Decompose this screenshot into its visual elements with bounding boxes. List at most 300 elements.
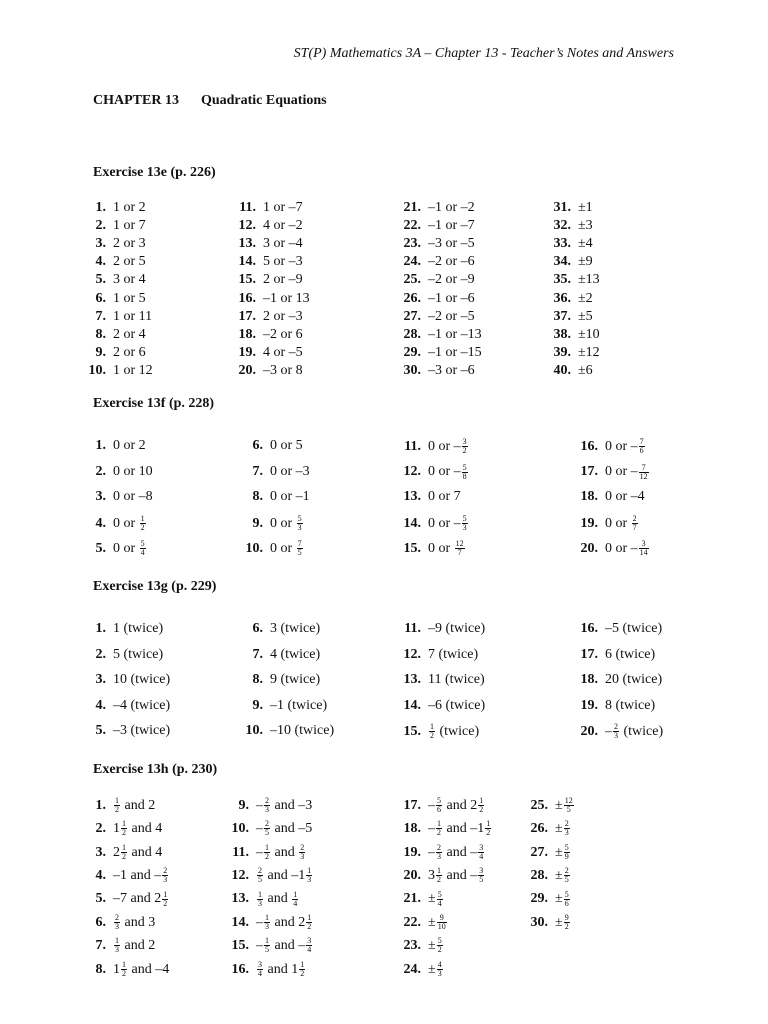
answer-value: 0 or 10 xyxy=(113,463,153,479)
exercise-13f-title: Exercise 13f (p. 228) xyxy=(93,396,215,411)
question-number: 14. xyxy=(231,914,249,930)
fraction: $\frac{5}{9}$ xyxy=(564,842,569,861)
question-number: 2. xyxy=(95,821,106,837)
answer-value: 0 or $\frac{2}{7}$ xyxy=(605,513,637,532)
answer-value: 0 or – $\frac{7}{12}$ xyxy=(605,462,648,481)
question-number: 11. xyxy=(404,438,421,454)
question-number: 13. xyxy=(238,236,256,252)
answer-value: 2 or –9 xyxy=(263,272,303,288)
fraction: $\frac{1}{2}$ xyxy=(437,819,441,838)
question-number: 1. xyxy=(95,797,106,813)
answer-item xyxy=(228,218,303,234)
question-number: 36. xyxy=(553,290,571,306)
question-number: 17. xyxy=(580,646,598,662)
question-number: 21. xyxy=(403,200,421,215)
question-number: 10. xyxy=(88,362,106,378)
question-number: 16. xyxy=(580,438,598,454)
answer-value: –1 or –13 xyxy=(428,326,482,342)
answer-item xyxy=(543,272,600,288)
question-number: 20. xyxy=(580,724,598,740)
question-number: 17. xyxy=(580,464,598,480)
fraction: $\frac{1}{2}$ xyxy=(140,513,145,532)
question-number: 7. xyxy=(95,938,106,954)
answer-value: 1 $\frac{1}{2}$ and –4 xyxy=(113,959,170,978)
answer-value: 6 (twice) xyxy=(605,646,656,662)
question-number: 23. xyxy=(403,938,421,954)
question-number: 28. xyxy=(403,326,421,342)
answer-item xyxy=(393,867,485,884)
answer-value: 9 (twice) xyxy=(270,672,321,688)
question-number: 22. xyxy=(403,914,421,930)
answer-value: – $\frac{2}{3}$ (twice) xyxy=(605,722,664,741)
question-number: 19. xyxy=(238,344,256,360)
question-number: 25. xyxy=(403,272,421,288)
answer-item xyxy=(235,621,320,637)
fraction: $\frac{9}{10}$ xyxy=(437,913,446,931)
answer-item xyxy=(393,489,461,505)
question-number: 33. xyxy=(553,236,571,252)
fraction: $\frac{1}{2}$ xyxy=(437,866,441,885)
question-number: 10. xyxy=(245,723,263,739)
fraction: $\frac{7}{6}$ xyxy=(639,437,644,455)
answer-value: –1 or –2 xyxy=(428,200,475,215)
answer-value: 1 or 11 xyxy=(113,308,153,324)
answer-item xyxy=(228,254,303,270)
answer-item xyxy=(393,797,485,814)
answer-value: – $\frac{2}{5}$ and –5 xyxy=(256,819,313,838)
question-number: 18. xyxy=(580,489,598,505)
answer-value: $\frac{3}{4}$ and 1 $\frac{1}{2}$ xyxy=(258,959,305,978)
fraction: $\frac{5}{2}$ xyxy=(437,936,442,955)
answer-value: –3 or –5 xyxy=(428,236,475,252)
question-number: 20. xyxy=(580,541,598,557)
question-number: 13. xyxy=(403,489,421,505)
question-number: 18. xyxy=(238,326,256,342)
answer-value: 1 or 2 xyxy=(113,200,146,215)
question-number: 15. xyxy=(231,938,249,954)
answer-value: 0 or $\frac{5}{4}$ xyxy=(113,539,145,558)
answer-value: – $\frac{1}{2}$ and –1 $\frac{1}{2}$ xyxy=(428,819,491,838)
answer-item xyxy=(78,723,170,739)
answer-item xyxy=(570,723,663,740)
question-number: 20. xyxy=(238,362,256,378)
question-number: 20. xyxy=(403,867,421,883)
question-number: 35. xyxy=(553,272,571,288)
fraction: $\frac{2}{5}$ xyxy=(258,866,262,885)
answer-value: –5 (twice) xyxy=(605,621,663,636)
fraction: $\frac{3}{4}$ xyxy=(258,959,262,978)
fraction: $\frac{5}{6}$ xyxy=(437,796,441,814)
answer-value: –2 or –9 xyxy=(428,272,475,288)
question-number: 26. xyxy=(403,290,421,306)
question-number: 8. xyxy=(252,672,263,688)
answer-item xyxy=(221,914,313,931)
answer-item xyxy=(78,891,169,908)
question-number: 16. xyxy=(580,621,598,636)
fraction: $\frac{2}{5}$ xyxy=(564,866,569,885)
answer-item xyxy=(228,236,303,252)
question-number: 15. xyxy=(238,272,256,288)
question-number: 8. xyxy=(252,489,263,505)
question-number: 6. xyxy=(95,914,106,930)
answer-item xyxy=(520,867,571,884)
answer-item xyxy=(235,489,310,505)
question-number: 12. xyxy=(238,218,256,234)
fraction: $\frac{5}{4}$ xyxy=(437,889,442,908)
answer-value: –7 and 2 $\frac{1}{2}$ xyxy=(113,889,168,908)
question-number: 19. xyxy=(580,697,598,713)
answer-item xyxy=(520,891,571,908)
fraction: $\frac{1}{2}$ xyxy=(122,819,126,838)
answer-item xyxy=(78,797,155,814)
answer-item xyxy=(393,254,475,270)
answer-item xyxy=(228,200,303,216)
question-number: 16. xyxy=(231,961,249,977)
question-number: 29. xyxy=(403,344,421,360)
fraction: $\frac{1}{2}$ xyxy=(486,819,491,838)
fraction: $\frac{1}{3}$ xyxy=(307,866,312,885)
answer-value: 3 $\frac{1}{2}$ and – $\frac{3}{5}$ xyxy=(428,866,484,885)
answer-value: 0 or – $\frac{5}{3}$ xyxy=(428,513,467,532)
fraction: $\frac{3}{2}$ xyxy=(462,437,467,455)
fraction: $\frac{1}{2}$ xyxy=(265,842,269,861)
answer-value: –1 or –6 xyxy=(428,290,475,306)
answer-value: 0 or –3 xyxy=(270,463,310,479)
question-number: 16. xyxy=(238,290,256,306)
fraction: $\frac{1}{3}$ xyxy=(258,889,262,908)
answer-value: –1 or –15 xyxy=(428,344,482,360)
answer-value: ± $\frac{5}{4}$ xyxy=(428,889,442,908)
answer-item xyxy=(221,867,313,884)
answer-item xyxy=(393,363,475,379)
fraction: $\frac{4}{3}$ xyxy=(437,959,442,978)
question-number: 40. xyxy=(553,362,571,378)
answer-value: – $\frac{2}{3}$ and –3 xyxy=(256,796,313,814)
answer-item xyxy=(393,345,482,361)
answer-item xyxy=(235,698,327,714)
answer-value: 4 or –5 xyxy=(263,344,303,360)
question-number: 32. xyxy=(553,218,571,234)
question-number: 1. xyxy=(95,200,106,215)
answer-item xyxy=(221,820,312,837)
fraction: $\frac{2}{3}$ xyxy=(265,796,269,814)
answer-value: ±3 xyxy=(578,218,593,234)
question-number: 8. xyxy=(95,326,106,342)
question-number: 6. xyxy=(95,290,106,306)
question-number: 13. xyxy=(403,672,421,688)
question-number: 30. xyxy=(403,362,421,378)
answer-item xyxy=(78,200,146,216)
question-number: 6. xyxy=(252,438,263,453)
fraction: $\frac{2}{3}$ xyxy=(115,913,119,931)
question-number: 27. xyxy=(403,308,421,324)
answer-value: 4 (twice) xyxy=(270,646,321,662)
question-number: 31. xyxy=(553,200,571,215)
answer-value: ± $\frac{2}{5}$ xyxy=(555,866,569,885)
question-number: 38. xyxy=(553,326,571,342)
answer-value: 0 or $\frac{1}{2}$ xyxy=(113,513,145,532)
answer-item xyxy=(78,464,153,480)
answer-value: 0 or –1 xyxy=(270,489,310,505)
question-number: 15. xyxy=(403,541,421,557)
answer-item xyxy=(235,438,303,454)
answer-value: 5 (twice) xyxy=(113,646,164,662)
exercise-13g-title: Exercise 13g (p. 229) xyxy=(93,579,217,594)
answer-item xyxy=(393,464,469,481)
fraction: $\frac{5}{6}$ xyxy=(564,889,569,908)
question-number: 2. xyxy=(95,463,106,479)
answer-item xyxy=(393,937,444,954)
answer-item xyxy=(228,309,303,325)
answer-item xyxy=(78,438,146,454)
question-number: 5. xyxy=(95,891,106,907)
answer-item xyxy=(78,345,146,361)
question-number: 17. xyxy=(238,308,256,324)
question-number: 6. xyxy=(252,621,263,636)
answer-value: –2 or –6 xyxy=(428,254,475,270)
answer-value: 3 or 4 xyxy=(113,272,146,288)
answer-value: ±1 xyxy=(578,200,593,215)
question-number: 9. xyxy=(252,515,263,531)
answer-item xyxy=(78,961,169,978)
answer-item xyxy=(78,914,155,931)
answer-item xyxy=(78,844,162,861)
answer-item xyxy=(228,272,303,288)
answer-item xyxy=(78,515,147,532)
fraction: $\frac{5}{8}$ xyxy=(462,462,467,481)
question-number: 12. xyxy=(403,464,421,480)
question-number: 11. xyxy=(404,621,421,636)
answer-item xyxy=(570,540,650,557)
answer-item xyxy=(235,723,334,739)
answer-item xyxy=(393,515,469,532)
answer-value: 8 (twice) xyxy=(605,697,656,713)
answer-item xyxy=(235,647,320,663)
answer-item xyxy=(235,464,310,480)
answer-item xyxy=(520,844,571,861)
answer-item xyxy=(235,515,304,532)
fraction: $\frac{2}{7}$ xyxy=(632,513,637,532)
question-number: 24. xyxy=(403,254,421,270)
question-number: 10. xyxy=(231,821,249,837)
answer-value: 1 or 12 xyxy=(113,362,153,378)
question-number: 11. xyxy=(232,844,249,860)
answer-value: 0 or 2 xyxy=(113,438,146,453)
chapter-label: CHAPTER 13 xyxy=(93,93,179,108)
answer-value: ±2 xyxy=(578,290,593,306)
question-number: 23. xyxy=(403,236,421,252)
fraction: $\frac{2}{3}$ xyxy=(163,866,168,885)
question-number: 14. xyxy=(403,697,421,713)
answer-item xyxy=(228,327,303,343)
question-number: 5. xyxy=(95,541,106,557)
answer-value: 1 or 7 xyxy=(113,218,146,234)
fraction: $\frac{1}{2}$ xyxy=(479,796,484,814)
fraction: $\frac{5}{3}$ xyxy=(297,513,302,532)
fraction: $\frac{1}{2}$ xyxy=(122,959,126,978)
answer-item xyxy=(570,647,655,663)
answer-item xyxy=(235,540,304,557)
question-number: 10. xyxy=(245,541,263,557)
question-number: 2. xyxy=(95,646,106,662)
question-number: 8. xyxy=(95,961,106,977)
answer-item xyxy=(221,891,299,908)
answer-value: 0 or $\frac{5}{3}$ xyxy=(270,513,302,532)
answer-item xyxy=(393,891,444,908)
question-number: 39. xyxy=(553,344,571,360)
answer-item xyxy=(520,914,571,931)
fraction: $\frac{12}{5}$ xyxy=(564,796,573,814)
answer-item xyxy=(570,464,650,481)
question-number: 24. xyxy=(403,961,421,977)
answer-value: –2 or 6 xyxy=(263,326,303,342)
answer-value: 0 or $\frac{12}{7}$ xyxy=(428,539,464,558)
answer-value: 5 or –3 xyxy=(263,254,303,270)
question-number: 18. xyxy=(580,672,598,688)
answer-value: 0 or – $\frac{7}{6}$ xyxy=(605,437,644,455)
answer-item xyxy=(228,291,310,307)
answer-value: 1 or –7 xyxy=(263,200,303,215)
answer-item xyxy=(393,914,448,931)
answer-item xyxy=(393,844,485,861)
question-number: 3. xyxy=(95,844,106,860)
answer-item xyxy=(78,254,146,270)
answer-item xyxy=(393,698,485,714)
answer-value: 2 or 6 xyxy=(113,344,146,360)
answer-value: $\frac{1}{3}$ and 2 xyxy=(115,936,156,955)
answer-value: ± $\frac{5}{9}$ xyxy=(555,842,569,861)
answer-value: 3 (twice) xyxy=(270,621,321,636)
answer-value: 2 $\frac{1}{2}$ and 4 xyxy=(113,842,163,861)
answer-value: ± $\frac{12}{5}$ xyxy=(555,796,573,814)
chapter-heading xyxy=(93,93,327,109)
answer-item xyxy=(221,937,313,954)
answer-value: –1 or –7 xyxy=(428,218,475,234)
answer-item xyxy=(78,937,155,954)
answer-value: ±9 xyxy=(578,254,593,270)
answer-item xyxy=(393,672,485,688)
answer-item xyxy=(393,291,475,307)
exercise-13e-title: Exercise 13e (p. 226) xyxy=(93,165,216,180)
answer-value: 3 or –4 xyxy=(263,236,303,252)
answer-item xyxy=(570,515,639,532)
answer-item xyxy=(78,621,163,637)
answer-value: ±10 xyxy=(578,326,600,342)
answer-item xyxy=(543,236,593,252)
question-number: 18. xyxy=(403,821,421,837)
answer-value: ± $\frac{2}{3}$ xyxy=(555,819,569,838)
question-number: 28. xyxy=(530,867,548,883)
question-number: 37. xyxy=(553,308,571,324)
fraction: $\frac{9}{2}$ xyxy=(564,913,569,931)
fraction: $\frac{12}{7}$ xyxy=(455,539,464,558)
question-number: 11. xyxy=(239,200,256,215)
answer-item xyxy=(393,647,478,663)
answer-value: –1 and – $\frac{2}{3}$ xyxy=(113,866,168,885)
answer-value: 10 (twice) xyxy=(113,672,171,688)
fraction: $\frac{1}{2}$ xyxy=(307,913,312,931)
fraction: $\frac{1}{4}$ xyxy=(293,889,298,908)
question-number: 29. xyxy=(530,891,548,907)
answer-value: ± $\frac{4}{3}$ xyxy=(428,959,442,978)
fraction: $\frac{1}{2}$ xyxy=(430,722,434,741)
fraction: $\frac{5}{4}$ xyxy=(140,539,145,558)
chapter-title: Quadratic Equations xyxy=(200,93,327,108)
answer-item xyxy=(543,254,593,270)
answer-item xyxy=(393,327,482,343)
answer-item xyxy=(520,820,571,837)
answer-item xyxy=(543,363,593,379)
answer-item xyxy=(543,218,593,234)
question-number: 9. xyxy=(95,344,106,360)
answer-value: –4 (twice) xyxy=(113,697,171,713)
answer-value: 0 or 5 xyxy=(270,438,303,453)
exercise-13h-title: Exercise 13h (p. 230) xyxy=(93,762,218,777)
question-number: 9. xyxy=(238,797,249,813)
question-number: 14. xyxy=(403,515,421,531)
answer-item xyxy=(543,345,600,361)
answer-item xyxy=(393,272,475,288)
question-number: 26. xyxy=(530,821,548,837)
fraction: $\frac{2}{3}$ xyxy=(614,722,618,741)
fraction: $\frac{3}{5}$ xyxy=(479,866,484,885)
fraction: $\frac{2}{3}$ xyxy=(300,842,305,861)
answer-value: –6 (twice) xyxy=(428,697,486,713)
answer-item xyxy=(543,291,593,307)
answer-value: –3 or 8 xyxy=(263,362,303,378)
answer-item xyxy=(221,961,306,978)
question-number: 12. xyxy=(231,867,249,883)
answer-value: –1 or 13 xyxy=(263,290,310,306)
question-number: 2. xyxy=(95,218,106,234)
fraction: $\frac{7}{5}$ xyxy=(297,539,302,558)
answer-item xyxy=(78,698,170,714)
answer-value: 20 (twice) xyxy=(605,672,663,688)
question-number: 3. xyxy=(95,236,106,252)
fraction: $\frac{1}{2}$ xyxy=(163,889,168,908)
answer-item xyxy=(570,698,655,714)
answer-value: $\frac{1}{3}$ and $\frac{1}{4}$ xyxy=(258,889,298,908)
answer-value: 4 or –2 xyxy=(263,218,303,234)
fraction: $\frac{2}{5}$ xyxy=(265,819,269,838)
answer-value: ± $\frac{5}{6}$ xyxy=(555,889,569,908)
fraction: $\frac{1}{2}$ xyxy=(122,842,126,861)
answer-value: 7 (twice) xyxy=(428,646,479,662)
answer-item xyxy=(78,820,162,837)
question-number: 1. xyxy=(95,621,106,636)
answer-item xyxy=(393,820,492,837)
question-number: 25. xyxy=(530,797,548,813)
answer-item xyxy=(393,961,444,978)
answer-value: 0 or – $\frac{5}{8}$ xyxy=(428,462,467,481)
question-number: 22. xyxy=(403,218,421,234)
answer-item xyxy=(393,621,485,637)
question-number: 34. xyxy=(553,254,571,270)
fraction: $\frac{3}{14}$ xyxy=(639,539,648,558)
answer-item xyxy=(570,489,645,505)
answer-value: 2 or 4 xyxy=(113,326,146,342)
question-number: 5. xyxy=(95,723,106,739)
answer-item xyxy=(235,672,320,688)
answer-item xyxy=(543,200,593,216)
fraction: $\frac{3}{4}$ xyxy=(479,842,484,861)
answer-value: –9 (twice) xyxy=(428,621,486,636)
answer-value: – $\frac{1}{3}$ and 2 $\frac{1}{2}$ xyxy=(256,913,312,931)
answer-value: ±4 xyxy=(578,236,593,252)
answer-item xyxy=(520,797,575,814)
question-number: 7. xyxy=(95,308,106,324)
answer-item xyxy=(570,438,646,455)
